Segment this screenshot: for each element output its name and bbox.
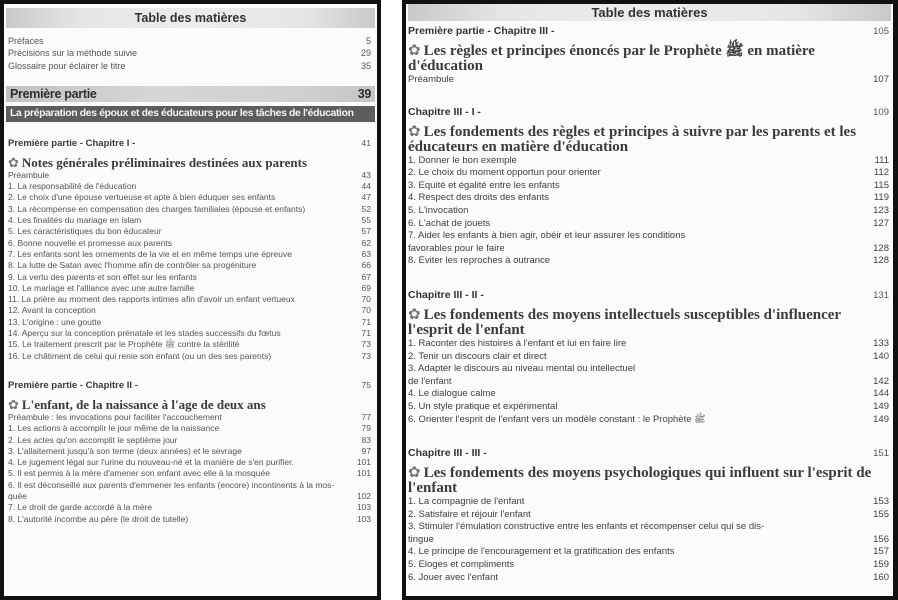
toc-entry[interactable] — [408, 509, 889, 522]
toc-entry[interactable] — [408, 74, 889, 87]
toc-page-left — [0, 0, 381, 600]
entry-title: 4. Le jugement légal sur l'urine du nouveau-né et la manière de s'en purifier. — [8, 457, 294, 468]
toc-entry[interactable] — [8, 351, 371, 362]
section-title: ✿ Les fondements des règles et principes à suivre par les parents et les éducateurs en matière d'éducation — [408, 123, 857, 155]
front-matter-list — [4, 35, 377, 72]
chapter-title: Chapitre III - I - — [408, 105, 481, 118]
entry-page: 97 — [361, 445, 371, 456]
entry-title: 4. Respect des droits des enfants — [408, 192, 549, 204]
part-title: Première partie — [10, 86, 97, 101]
chapter-page: 105 — [873, 26, 889, 37]
entry-title: 5. Un style pratique et expérimental — [408, 400, 558, 412]
toc-entry[interactable] — [8, 249, 371, 260]
entry-page: 156 — [873, 533, 889, 545]
entry-page: 144 — [873, 388, 889, 400]
entry-title: 3. Adapter le discours au niveau mental ou intellectuel — [408, 363, 636, 375]
toc-entry[interactable] — [8, 283, 371, 294]
entry-title: 7. Aider les enfants à bien agir, obéir et leur assurer les conditions — [408, 230, 686, 242]
chapter-title: Chapitre III - III - — [408, 447, 487, 460]
entry-page: 128 — [873, 242, 889, 254]
entry-title: 15. Le traitement prescrit par le Prophète ﷺ contre la stérilité — [8, 339, 240, 350]
entry-title: 13. L'origine : une goutte — [8, 316, 102, 327]
entry-list — [8, 170, 371, 362]
entry-page: 115 — [873, 179, 889, 191]
entry-page: 83 — [361, 434, 371, 445]
toc-entry[interactable] — [8, 47, 371, 59]
entry-title: 1. Les actions à accomplir le jour même de la naissance — [8, 423, 220, 434]
toc-entry[interactable] — [8, 514, 371, 525]
entry-page: 57 — [361, 226, 371, 237]
section-title: ✿ Les fondements des moyens psychologiques qui influent sur l'esprit de l'enfant — [408, 465, 872, 497]
entry-page: 155 — [873, 508, 889, 520]
entry-page: 52 — [361, 203, 371, 214]
chapter-block — [4, 137, 377, 362]
entry-page: 5 — [365, 36, 371, 46]
chapter-heading[interactable] — [8, 137, 371, 150]
toc-entry[interactable] — [408, 192, 889, 205]
toc-entry[interactable] — [408, 167, 889, 180]
entry-title: 6. Il est déconseillé aux parents d'emmener les enfants (encore) incontinents à la mos- — [8, 479, 335, 490]
toc-entry[interactable] — [408, 338, 889, 351]
toc-entry[interactable] — [8, 317, 371, 328]
entry-title: Préambule — [8, 169, 50, 180]
entry-title: 8. Eviter les reproches à outrance — [408, 255, 551, 267]
part-page: 39 — [357, 86, 371, 101]
entry-title: 10. Le mariage et l'alliance avec une autre famille — [8, 282, 195, 293]
entry-title: 1. Donner le bon exemple — [408, 154, 517, 166]
entry-list — [408, 338, 889, 426]
entry-title: 7. Les enfants sont les ornements de la vie et en même temps une épreuve — [8, 248, 292, 259]
entry-title: 2. Le choix du moment opportun pour orienter — [408, 167, 601, 179]
toc-header: Table des matières — [6, 8, 375, 28]
entry-title: 2. Tenir un discours clair et direct — [408, 350, 547, 362]
chapter-heading[interactable] — [8, 379, 371, 392]
toc-entry[interactable] — [408, 572, 889, 585]
entry-title: Préambule — [408, 74, 454, 85]
entry-page: 101 — [356, 457, 371, 468]
entry-page: 107 — [873, 74, 889, 85]
entry-list — [408, 155, 889, 268]
flower-ornament-icon: ✿ — [8, 154, 19, 170]
toc-entry[interactable] — [408, 351, 889, 364]
entry-title: 5. Les caractéristiques du bon éducateur — [8, 226, 162, 237]
chapter-block — [406, 426, 893, 584]
chapter-block — [4, 379, 377, 525]
entry-title: 16. Le châtiment de celui qui renie son enfant (ou un des ses parents) — [8, 350, 272, 361]
toc-entry[interactable] — [408, 218, 889, 231]
toc-entry[interactable] — [408, 230, 889, 243]
toc-entry[interactable] — [408, 180, 889, 193]
toc-entry[interactable] — [8, 435, 371, 446]
entry-title: 2. Le choix d'une épouse vertueuse et apte à bien éduquer ses enfants — [8, 192, 276, 203]
entry-title: 6. Jouer avec l'enfant — [408, 571, 499, 583]
entry-page: 123 — [873, 204, 889, 216]
entry-title-continuation: de l'enfant — [408, 375, 452, 387]
chapter-heading[interactable] — [408, 446, 889, 460]
toc-entry[interactable] — [8, 192, 371, 203]
toc-entry[interactable] — [8, 328, 371, 339]
entry-title: 8. La lutte de Satan avec l'homme afin de contrôler sa progéniture — [8, 260, 257, 271]
toc-entry[interactable] — [408, 414, 889, 427]
chapter-title: Première partie - Chapitre II - — [8, 379, 138, 391]
entry-title: 9. La vertu des parents et son effet sur les enfants — [8, 271, 197, 282]
entry-title: 3. L'allaitement jusqu'à son terme (deux années) et le sevrage — [8, 445, 242, 456]
entry-page: 47 — [361, 192, 371, 203]
entry-page: 29 — [360, 48, 371, 59]
entry-page: 79 — [361, 423, 371, 434]
entry-list — [408, 74, 889, 87]
toc-entry[interactable] — [8, 35, 371, 47]
toc-entry[interactable] — [8, 423, 371, 434]
toc-entry[interactable] — [8, 215, 371, 226]
part-subtitle: La préparation des époux et des éducateurs pour les tâches de l'éducation — [6, 106, 375, 122]
toc-entry[interactable] — [8, 457, 371, 468]
chapter-page: 41 — [361, 137, 371, 148]
toc-entry[interactable] — [408, 546, 889, 559]
entry-page: 133 — [873, 337, 889, 349]
entry-page: 103 — [356, 513, 371, 524]
chapter-title: Première partie - Chapitre I - — [8, 137, 136, 149]
entry-title-continuation: tingue — [408, 533, 434, 545]
entry-title: 5. Il est permis à la mère d'amener son enfant avec elle à la mosquée — [8, 468, 270, 479]
section-title: ✿ Les règles et principes énoncés par le Prophète ﷺ en matière d'éducation — [408, 43, 815, 74]
entry-page: 111 — [874, 154, 889, 166]
entry-title: 1. La compagnie de l'enfant — [408, 496, 525, 508]
entry-title: 4. Le principe de l'encouragement et la gratification des enfants — [408, 546, 675, 558]
entry-page: 153 — [873, 496, 889, 508]
entry-title: 12. Avant la conception — [8, 305, 96, 316]
toc-entry[interactable] — [8, 260, 371, 271]
flower-ornament-icon: ✿ — [408, 43, 421, 59]
entry-list — [408, 496, 889, 584]
entry-page: 102 — [356, 491, 371, 502]
chapter-page: 151 — [873, 448, 889, 460]
entry-title: 4. Le dialogue calme — [408, 388, 496, 400]
entry-title: Préfaces — [8, 36, 44, 46]
entry-page: 55 — [361, 215, 371, 226]
entry-page: 71 — [361, 328, 371, 339]
toc-entry[interactable] — [408, 401, 889, 414]
toc-entry[interactable] — [8, 305, 371, 316]
toc-entry[interactable] — [8, 181, 371, 192]
entry-title: 4. Les finalités du mariage en islam — [8, 215, 142, 226]
flower-ornament-icon: ✿ — [408, 465, 421, 482]
entry-page: 101 — [356, 468, 371, 479]
toc-page-right — [402, 0, 898, 600]
toc-entry-continuation[interactable] — [8, 491, 371, 502]
entry-page: 149 — [873, 400, 889, 412]
entry-title: 3. Stimuler l'émulation constructive entre les enfants et récompenser celui qui se dis- — [408, 521, 765, 533]
entry-page: 62 — [361, 237, 371, 248]
entry-page: 73 — [361, 350, 371, 361]
flower-ornament-icon: ✿ — [8, 396, 19, 412]
toc-entry-continuation[interactable] — [408, 243, 889, 256]
entry-page: 67 — [361, 271, 371, 282]
entry-page: 70 — [361, 294, 371, 305]
entry-title: 1. La responsabilité de l'éducation — [8, 181, 137, 192]
chapter-heading[interactable] — [408, 24, 889, 38]
toc-entry[interactable] — [408, 559, 889, 572]
chapter-block — [406, 87, 893, 268]
toc-entry[interactable] — [8, 412, 371, 423]
entry-title: Précisions sur la méthode suivie — [8, 48, 138, 59]
entry-page: 77 — [361, 411, 371, 422]
toc-entry[interactable] — [8, 339, 371, 350]
part-heading[interactable] — [6, 86, 375, 102]
toc-entry[interactable] — [8, 170, 371, 181]
entry-page: 149 — [873, 413, 889, 425]
chapter-heading[interactable] — [408, 288, 889, 302]
chapter-title: Première partie - Chapitre III - — [408, 25, 555, 37]
entry-page: 71 — [361, 316, 371, 327]
toc-entry[interactable] — [408, 388, 889, 401]
toc-entry[interactable] — [408, 255, 889, 268]
toc-entry[interactable] — [408, 205, 889, 218]
toc-entry[interactable] — [8, 272, 371, 283]
chapter-page: 75 — [361, 379, 371, 390]
entry-title-continuation: favorables pour le faire — [408, 242, 505, 254]
entry-page: 73 — [361, 339, 371, 350]
entry-page: 35 — [360, 60, 371, 71]
entry-page: 112 — [873, 167, 889, 179]
toc-entry[interactable] — [408, 155, 889, 168]
chapter-page: 131 — [873, 289, 889, 301]
entry-page: 127 — [873, 217, 889, 229]
entry-title: 2. Satisfaire et réjouir l'enfant — [408, 508, 531, 520]
entry-title: 14. Aperçu sur la conception prénatale et les stades successifs du fœtus — [8, 328, 281, 339]
toc-entry[interactable] — [8, 446, 371, 457]
toc-entry[interactable] — [408, 363, 889, 376]
section-title: ✿ L'enfant, de la naissance à l'age de deux ans — [8, 396, 266, 412]
toc-entry[interactable] — [8, 502, 371, 513]
chapter-heading[interactable] — [408, 105, 889, 119]
entry-page: 103 — [356, 502, 371, 513]
entry-page: 128 — [873, 255, 889, 267]
entry-page: 140 — [873, 350, 889, 362]
toc-entry[interactable] — [408, 521, 889, 534]
entry-title: 3. Equité et égalité entre les enfants — [408, 179, 560, 191]
entry-page: 63 — [361, 248, 371, 259]
entry-page: 119 — [873, 192, 889, 204]
entry-title: Préambule : les invocations pour faciliter l'accouchement — [8, 411, 222, 422]
entry-page: 157 — [873, 546, 889, 558]
entry-page: 44 — [361, 181, 371, 192]
entry-title: 6. Orienter l'esprit de l'enfant vers un modèle constant : le Prophète ﷺ — [408, 413, 706, 425]
toc-entry[interactable] — [8, 226, 371, 237]
toc-entry-continuation[interactable] — [408, 376, 889, 389]
flower-ornament-icon: ✿ — [408, 306, 421, 323]
entry-title: 3. La récompense en compensation des charges familiales (épouse et enfants) — [8, 203, 306, 214]
entry-title: 5. Eloges et compliments — [408, 559, 515, 571]
toc-entry[interactable] — [8, 468, 371, 479]
entry-title: 2. Les actes qu'on accomplit le septième jour — [8, 434, 178, 445]
chapter-block — [406, 21, 893, 87]
section-title: ✿ Les fondements des moyens intellectuels susceptibles d'influencer l'esprit de l'enfant — [408, 306, 841, 338]
chapter-title: Chapitre III - II - — [408, 288, 484, 301]
entry-page: 69 — [361, 282, 371, 293]
entry-list — [8, 412, 371, 525]
entry-title: 5. L'invocation — [408, 204, 469, 216]
entry-title-continuation: quée — [8, 491, 27, 502]
toc-entry[interactable] — [8, 204, 371, 215]
entry-title: 1. Raconter des histoires à l'enfant et lui en faire lire — [408, 337, 627, 349]
entry-title: 6. L'achat de jouets — [408, 217, 491, 229]
toc-header: Table des matières — [408, 4, 891, 21]
toc-entry[interactable] — [8, 60, 371, 72]
flower-ornament-icon: ✿ — [408, 123, 421, 140]
entry-page: 66 — [361, 260, 371, 271]
entry-page: 159 — [873, 559, 889, 571]
toc-entry[interactable] — [408, 496, 889, 509]
toc-entry[interactable] — [8, 480, 371, 491]
toc-entry-continuation[interactable] — [408, 534, 889, 547]
section-title: ✿ Notes générales préliminaires destinées aux parents — [8, 154, 308, 170]
entry-title: 11. La prière au moment des rapports intimes afin d'avoir un enfant vertueux — [8, 294, 295, 305]
chapter-page: 109 — [873, 106, 889, 118]
entry-page: 160 — [873, 571, 889, 583]
entry-page: 43 — [361, 169, 371, 180]
toc-entry[interactable] — [8, 238, 371, 249]
entry-title: 7. Le droit de garde accordé à la mère — [8, 502, 153, 513]
entry-title: Glossaire pour éclairer le titre — [8, 60, 126, 71]
toc-entry[interactable] — [8, 294, 371, 305]
chapter-block — [406, 268, 893, 426]
entry-title: 8. L'autorité incombe au père (le droit de tutelle) — [8, 513, 189, 524]
entry-page: 142 — [873, 375, 889, 387]
entry-title: 6. Bonne nouvelle et promesse aux parents — [8, 237, 172, 248]
entry-page: 70 — [361, 305, 371, 316]
